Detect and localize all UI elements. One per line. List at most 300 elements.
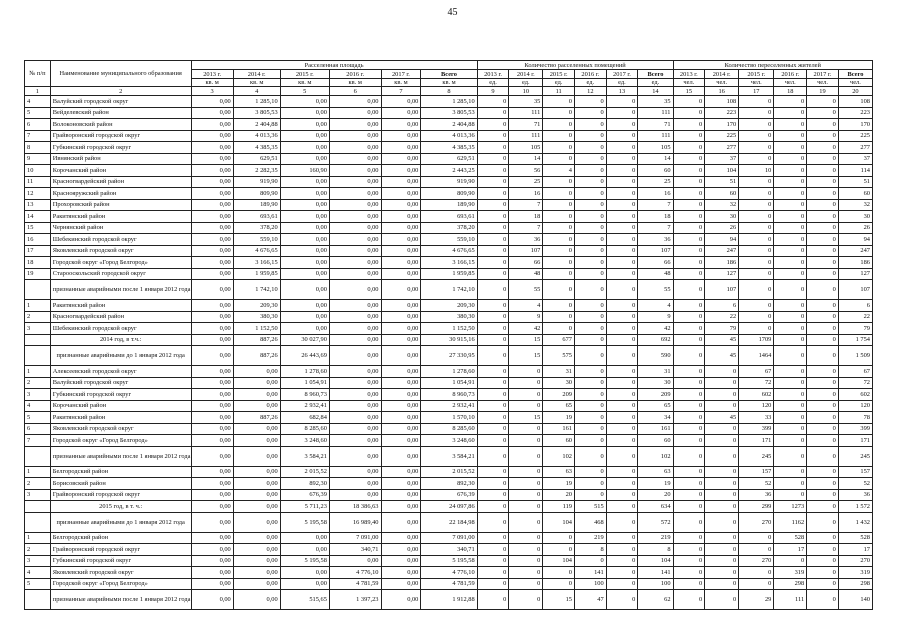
- municipality-name: Яковлевский городской округ: [50, 245, 191, 257]
- value-cell: 892,30: [280, 478, 329, 490]
- value-cell: 0,00: [381, 478, 421, 490]
- value-cell: 0: [807, 346, 839, 366]
- value-cell: 0: [477, 446, 509, 466]
- value-cell: 0: [739, 130, 774, 142]
- value-cell: 0: [774, 96, 807, 108]
- value-cell: 189,90: [421, 199, 477, 211]
- value-cell: 0: [673, 567, 705, 579]
- value-cell: 0: [774, 489, 807, 501]
- value-cell: 1 278,60: [421, 366, 477, 378]
- value-cell: 0: [705, 478, 739, 490]
- value-cell: 0,00: [280, 280, 329, 300]
- value-cell: 0,00: [280, 199, 329, 211]
- value-cell: 0: [705, 590, 739, 610]
- value-cell: 5 195,58: [421, 555, 477, 567]
- value-cell: 60: [638, 435, 673, 447]
- column-number: 8: [421, 87, 477, 96]
- value-cell: 0: [477, 211, 509, 223]
- value-cell: 0,00: [381, 107, 421, 119]
- value-cell: 7 091,00: [329, 532, 381, 544]
- value-cell: 0,00: [280, 532, 329, 544]
- value-cell: 399: [838, 423, 872, 435]
- value-cell: 0: [807, 311, 839, 323]
- table-row: [25, 555, 873, 567]
- value-cell: 0: [673, 176, 705, 188]
- value-cell: 0: [575, 199, 607, 211]
- value-cell: 32: [838, 199, 872, 211]
- value-cell: 9: [509, 311, 543, 323]
- value-cell: 247: [838, 245, 872, 257]
- value-cell: 94: [838, 234, 872, 246]
- value-cell: 0: [606, 400, 638, 412]
- value-cell: 72: [739, 377, 774, 389]
- value-cell: 0: [606, 176, 638, 188]
- value-cell: 270: [739, 512, 774, 532]
- value-cell: 0: [477, 478, 509, 490]
- value-cell: 19: [638, 478, 673, 490]
- value-cell: 0: [606, 578, 638, 590]
- value-cell: 62: [638, 590, 673, 610]
- value-cell: 0: [807, 489, 839, 501]
- value-cell: 0,00: [280, 578, 329, 590]
- resettlement-table: [24, 60, 873, 610]
- value-cell: 0: [606, 555, 638, 567]
- value-cell: 111: [774, 590, 807, 610]
- value-cell: 26: [705, 222, 739, 234]
- value-cell: 0,00: [233, 512, 280, 532]
- value-cell: 0,00: [191, 153, 233, 165]
- value-cell: 29: [739, 590, 774, 610]
- row-index: 1: [25, 532, 51, 544]
- value-cell: 2 404,88: [233, 119, 280, 131]
- value-cell: 0,00: [191, 334, 233, 346]
- value-cell: 16: [509, 188, 543, 200]
- value-cell: 0,00: [191, 311, 233, 323]
- value-cell: 0: [606, 257, 638, 269]
- group-area-header: Расселенная площадь: [191, 61, 477, 70]
- value-cell: 0,00: [191, 567, 233, 579]
- value-cell: 1 152,50: [421, 323, 477, 335]
- value-cell: 0: [575, 334, 607, 346]
- col-name-header: Наименование муниципального образования: [50, 61, 191, 87]
- year-header: 2014 г.: [705, 70, 739, 79]
- value-cell: 0: [477, 300, 509, 312]
- value-cell: 0: [543, 567, 575, 579]
- value-cell: 0: [477, 199, 509, 211]
- table-row: [25, 389, 873, 401]
- value-cell: 245: [739, 446, 774, 466]
- value-cell: 1 912,88: [421, 590, 477, 610]
- value-cell: 1 959,85: [421, 268, 477, 280]
- value-cell: 0,00: [280, 300, 329, 312]
- value-cell: 1 285,10: [421, 96, 477, 108]
- value-cell: 18 386,63: [329, 501, 381, 513]
- value-cell: 111: [509, 107, 543, 119]
- municipality-name: Губкинский городской округ: [50, 555, 191, 567]
- value-cell: 892,30: [421, 478, 477, 490]
- table-row: [25, 222, 873, 234]
- value-cell: 48: [509, 268, 543, 280]
- value-cell: 0: [477, 268, 509, 280]
- value-cell: 0: [477, 130, 509, 142]
- value-cell: 0: [477, 466, 509, 478]
- value-cell: 319: [838, 567, 872, 579]
- value-cell: 4 385,35: [421, 142, 477, 154]
- value-cell: 66: [509, 257, 543, 269]
- value-cell: 1 285,10: [233, 96, 280, 108]
- value-cell: 5 711,23: [280, 501, 329, 513]
- value-cell: 0: [575, 268, 607, 280]
- year-header: 2017 г.: [381, 70, 421, 79]
- value-cell: 48: [638, 268, 673, 280]
- value-cell: 0: [575, 222, 607, 234]
- value-cell: 0: [543, 268, 575, 280]
- value-cell: 225: [705, 130, 739, 142]
- value-cell: 22 184,98: [421, 512, 477, 532]
- value-cell: 8 285,60: [280, 423, 329, 435]
- value-cell: 919,90: [233, 176, 280, 188]
- value-cell: 0: [509, 446, 543, 466]
- value-cell: 223: [838, 107, 872, 119]
- value-cell: 0: [477, 346, 509, 366]
- value-cell: 1 054,91: [421, 377, 477, 389]
- value-cell: 67: [838, 366, 872, 378]
- value-cell: 0: [606, 590, 638, 610]
- year-header: Всего: [838, 70, 872, 79]
- value-cell: 0,00: [280, 130, 329, 142]
- value-cell: 0: [807, 334, 839, 346]
- value-cell: 15: [509, 412, 543, 424]
- value-cell: 0: [606, 466, 638, 478]
- value-cell: 108: [705, 96, 739, 108]
- value-cell: 0: [575, 377, 607, 389]
- row-index: [25, 501, 51, 513]
- value-cell: 0: [509, 466, 543, 478]
- value-cell: 0: [606, 501, 638, 513]
- municipality-name: Яковлевский городской округ: [50, 423, 191, 435]
- table-row: [25, 532, 873, 544]
- unit-header: ед.: [575, 79, 607, 87]
- value-cell: 0: [673, 478, 705, 490]
- value-cell: 52: [838, 478, 872, 490]
- value-cell: 0: [673, 222, 705, 234]
- value-cell: 141: [638, 567, 673, 579]
- value-cell: 0: [477, 532, 509, 544]
- subtotal-row: [25, 512, 873, 532]
- value-cell: 0: [739, 323, 774, 335]
- value-cell: 1 054,91: [280, 377, 329, 389]
- value-cell: 0: [543, 280, 575, 300]
- value-cell: 0,00: [381, 222, 421, 234]
- value-cell: 0: [807, 268, 839, 280]
- municipality-name: признанные аварийными до 1 января 2012 года: [50, 346, 191, 366]
- page-number: 45: [447, 7, 458, 18]
- value-cell: 19: [543, 478, 575, 490]
- value-cell: 51: [838, 176, 872, 188]
- value-cell: 319: [774, 567, 807, 579]
- value-cell: 0,00: [329, 222, 381, 234]
- municipality-name: Грайворонский городской округ: [50, 489, 191, 501]
- value-cell: 0,00: [191, 412, 233, 424]
- value-cell: 0: [807, 165, 839, 177]
- value-cell: 0: [575, 555, 607, 567]
- value-cell: 0: [774, 400, 807, 412]
- value-cell: 0: [739, 567, 774, 579]
- value-cell: 0: [575, 466, 607, 478]
- value-cell: 0: [477, 544, 509, 556]
- value-cell: 14: [509, 153, 543, 165]
- value-cell: 127: [705, 268, 739, 280]
- value-cell: 399: [739, 423, 774, 435]
- municipality-name: Ивнянский район: [50, 153, 191, 165]
- value-cell: 0,00: [233, 366, 280, 378]
- value-cell: 0,00: [381, 300, 421, 312]
- value-cell: 0: [477, 567, 509, 579]
- value-cell: 1 572: [838, 501, 872, 513]
- unit-header: чел.: [774, 79, 807, 87]
- value-cell: 0,00: [329, 377, 381, 389]
- value-cell: 30 915,16: [421, 334, 477, 346]
- subtotal-row: [25, 280, 873, 300]
- value-cell: 0: [543, 211, 575, 223]
- value-cell: 277: [838, 142, 872, 154]
- value-cell: 0,00: [191, 188, 233, 200]
- table-row: [25, 234, 873, 246]
- table-row: [25, 423, 873, 435]
- value-cell: 0: [673, 346, 705, 366]
- value-cell: 629,51: [421, 153, 477, 165]
- value-cell: 692: [638, 334, 673, 346]
- value-cell: 887,26: [233, 412, 280, 424]
- value-cell: 0: [477, 188, 509, 200]
- value-cell: 0: [606, 512, 638, 532]
- value-cell: 141: [575, 567, 607, 579]
- value-cell: 0,00: [280, 311, 329, 323]
- value-cell: 67: [739, 366, 774, 378]
- value-cell: 0: [575, 423, 607, 435]
- value-cell: 0: [543, 153, 575, 165]
- table-row: [25, 323, 873, 335]
- value-cell: 0: [606, 389, 638, 401]
- value-cell: 0: [807, 544, 839, 556]
- row-index: 7: [25, 130, 51, 142]
- year-header: Всего: [638, 70, 673, 79]
- value-cell: 0: [575, 412, 607, 424]
- column-number: 15: [673, 87, 705, 96]
- table-row: [25, 311, 873, 323]
- value-cell: 4 781,59: [329, 578, 381, 590]
- value-cell: 31: [638, 366, 673, 378]
- value-cell: 2 932,41: [280, 400, 329, 412]
- value-cell: 0: [477, 512, 509, 532]
- value-cell: 0,00: [191, 245, 233, 257]
- value-cell: 693,61: [421, 211, 477, 223]
- value-cell: 3 248,60: [280, 435, 329, 447]
- value-cell: 0,00: [329, 366, 381, 378]
- value-cell: 0: [774, 423, 807, 435]
- table-row: [25, 578, 873, 590]
- subtotal-row: [25, 501, 873, 513]
- value-cell: 94: [705, 234, 739, 246]
- value-cell: 0: [774, 323, 807, 335]
- row-index: 2: [25, 377, 51, 389]
- value-cell: 0: [774, 107, 807, 119]
- value-cell: 0,00: [191, 165, 233, 177]
- year-header: 2016 г.: [329, 70, 381, 79]
- value-cell: 79: [705, 323, 739, 335]
- value-cell: 0: [807, 412, 839, 424]
- value-cell: 0,00: [191, 107, 233, 119]
- value-cell: 0: [477, 311, 509, 323]
- value-cell: 0,00: [381, 280, 421, 300]
- unit-header: кв. м: [421, 79, 477, 87]
- value-cell: 0: [543, 107, 575, 119]
- value-cell: 0: [774, 165, 807, 177]
- table-row: [25, 153, 873, 165]
- value-cell: 0: [509, 366, 543, 378]
- value-cell: 0: [774, 222, 807, 234]
- value-cell: 0,00: [233, 489, 280, 501]
- value-cell: 107: [509, 245, 543, 257]
- value-cell: 3 805,53: [233, 107, 280, 119]
- value-cell: 8 960,73: [421, 389, 477, 401]
- value-cell: 0: [705, 366, 739, 378]
- value-cell: 0: [477, 590, 509, 610]
- municipality-name: признанные аварийными после 1 января 2012 года: [50, 590, 191, 610]
- value-cell: 56: [509, 165, 543, 177]
- row-index: 4: [25, 400, 51, 412]
- value-cell: 209,30: [233, 300, 280, 312]
- value-cell: 0,00: [329, 153, 381, 165]
- row-index: 5: [25, 578, 51, 590]
- value-cell: 0,00: [381, 377, 421, 389]
- value-cell: 6: [838, 300, 872, 312]
- value-cell: 0: [606, 423, 638, 435]
- value-cell: 0,00: [381, 446, 421, 466]
- value-cell: 0,00: [381, 234, 421, 246]
- value-cell: 0: [705, 466, 739, 478]
- value-cell: 0: [606, 532, 638, 544]
- municipality-name: Прохоровский район: [50, 199, 191, 211]
- row-index: [25, 280, 51, 300]
- value-cell: 111: [638, 107, 673, 119]
- value-cell: 0,00: [233, 377, 280, 389]
- value-cell: 0: [807, 280, 839, 300]
- value-cell: 0,00: [233, 423, 280, 435]
- value-cell: 0,00: [233, 578, 280, 590]
- value-cell: 0,00: [381, 567, 421, 579]
- value-cell: 0,00: [233, 555, 280, 567]
- unit-header: ед.: [543, 79, 575, 87]
- value-cell: 0,00: [191, 590, 233, 610]
- value-cell: 528: [774, 532, 807, 544]
- value-cell: 0: [606, 446, 638, 466]
- row-index: 1: [25, 366, 51, 378]
- table-row: [25, 300, 873, 312]
- value-cell: 0: [606, 489, 638, 501]
- value-cell: 0: [477, 153, 509, 165]
- year-header: 2014 г.: [509, 70, 543, 79]
- value-cell: 0: [774, 257, 807, 269]
- value-cell: 0,00: [381, 489, 421, 501]
- row-index: [25, 446, 51, 466]
- value-cell: 4: [509, 300, 543, 312]
- value-cell: 0: [477, 423, 509, 435]
- value-cell: 3 584,21: [421, 446, 477, 466]
- value-cell: 0,00: [329, 96, 381, 108]
- value-cell: 0: [606, 311, 638, 323]
- year-header: 2017 г.: [606, 70, 638, 79]
- value-cell: 0: [774, 389, 807, 401]
- value-cell: 0: [739, 107, 774, 119]
- value-cell: 0: [606, 346, 638, 366]
- value-cell: 0,00: [191, 130, 233, 142]
- value-cell: 0,00: [191, 489, 233, 501]
- value-cell: 0,00: [381, 323, 421, 335]
- row-index: 12: [25, 188, 51, 200]
- value-cell: 0: [774, 199, 807, 211]
- value-cell: 0,00: [191, 176, 233, 188]
- value-cell: 0,00: [381, 512, 421, 532]
- value-cell: 515,65: [280, 590, 329, 610]
- value-cell: 0: [477, 107, 509, 119]
- municipality-name: Старооскольский городской округ: [50, 268, 191, 280]
- value-cell: 0,00: [233, 478, 280, 490]
- value-cell: 79: [838, 323, 872, 335]
- row-index: 2: [25, 478, 51, 490]
- value-cell: 0,00: [191, 423, 233, 435]
- value-cell: 0: [774, 311, 807, 323]
- municipality-name: признанные аварийными до 1 января 2012 года: [50, 512, 191, 532]
- value-cell: 60: [638, 165, 673, 177]
- value-cell: 0: [807, 366, 839, 378]
- municipality-name: признанные аварийными после 1 января 2012 года: [50, 280, 191, 300]
- value-cell: 0,00: [191, 268, 233, 280]
- row-index: 15: [25, 222, 51, 234]
- value-cell: 0: [774, 188, 807, 200]
- value-cell: 0: [705, 532, 739, 544]
- unit-header: чел.: [705, 79, 739, 87]
- value-cell: 245: [838, 446, 872, 466]
- value-cell: 0: [807, 153, 839, 165]
- value-cell: 0,00: [191, 512, 233, 532]
- value-cell: 0,00: [191, 300, 233, 312]
- row-index: 2: [25, 544, 51, 556]
- column-number: 19: [807, 87, 839, 96]
- value-cell: 0,00: [381, 142, 421, 154]
- value-cell: 0,00: [191, 555, 233, 567]
- table-body: [25, 96, 873, 610]
- value-cell: 1 742,10: [233, 280, 280, 300]
- value-cell: 0: [543, 245, 575, 257]
- value-cell: 4: [638, 300, 673, 312]
- value-cell: 3 166,15: [233, 257, 280, 269]
- value-cell: 0: [575, 130, 607, 142]
- value-cell: 0: [673, 199, 705, 211]
- value-cell: 0,00: [280, 544, 329, 556]
- value-cell: 1 432: [838, 512, 872, 532]
- value-cell: 42: [638, 323, 673, 335]
- value-cell: 107: [838, 280, 872, 300]
- value-cell: 0,00: [280, 323, 329, 335]
- value-cell: 2 015,52: [421, 466, 477, 478]
- value-cell: 0: [673, 532, 705, 544]
- value-cell: 378,20: [421, 222, 477, 234]
- value-cell: 161: [638, 423, 673, 435]
- value-cell: 809,90: [233, 188, 280, 200]
- value-cell: 223: [705, 107, 739, 119]
- value-cell: 0: [575, 323, 607, 335]
